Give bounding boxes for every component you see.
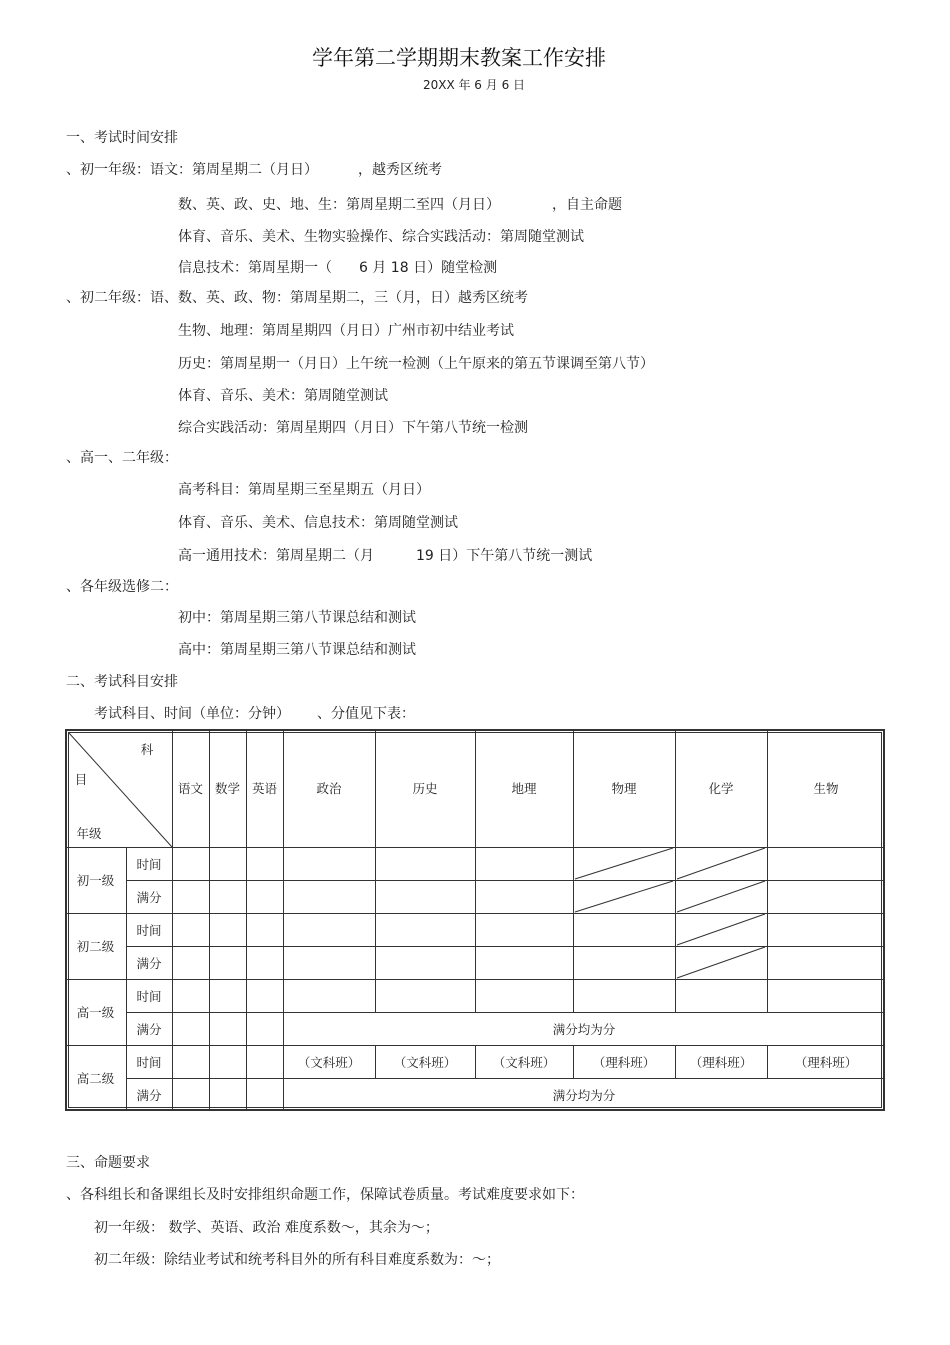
slash-mark xyxy=(677,848,765,879)
row-label-full-score: 满分 xyxy=(136,955,162,971)
corner-subject-label: 科 xyxy=(140,742,154,757)
subject-header: 化学 xyxy=(708,781,734,796)
row-label-full-score: 满分 xyxy=(136,1087,162,1103)
subject-header: 地理 xyxy=(511,781,537,796)
corner-mu-label: 目 xyxy=(74,772,88,787)
class-type-label: （理科班） xyxy=(794,1054,858,1070)
text-line: 6 月 18 日）随堂检测 xyxy=(359,260,498,276)
text-line: 、初二年级：语、数、英、政、物：第周星期二，三（月，日）越秀区统考 xyxy=(66,290,528,306)
subject-header: 语文 xyxy=(177,781,203,796)
text-line: 、初一年级：语文：第周星期二（月日） xyxy=(66,162,318,178)
text-line: ，越秀区统考 xyxy=(358,162,442,178)
slash-mark xyxy=(575,848,673,879)
row-label-time: 时间 xyxy=(136,922,162,938)
text-line: 初中：第周星期三第八节课总结和测试 xyxy=(178,610,416,626)
text-line: 一、考试时间安排 xyxy=(66,130,178,146)
subject-header: 数学 xyxy=(214,781,240,796)
subject-header: 物理 xyxy=(611,781,637,796)
text-line: 高一通用技术：第周星期二（月 xyxy=(178,548,374,564)
text-line: 历史：第周星期一（月日）上午统一检测（上午原来的第五节课调至第八节） xyxy=(178,356,654,372)
text-line: 初一年级： 数学、英语、政治 难度系数～，其余为～； xyxy=(94,1220,439,1236)
text-line: 、各科组长和备课组长及时安排组织命题工作，保障试卷质量。考试难度要求如下： xyxy=(66,1187,584,1203)
grade-label: 高一级 xyxy=(76,1005,115,1020)
subject-header: 生物 xyxy=(813,781,839,796)
document-date: 20XX 年 6 月 6 日 xyxy=(422,78,526,92)
text-line: 高中：第周星期三第八节课总结和测试 xyxy=(178,642,416,658)
grade-label: 初二级 xyxy=(76,939,115,954)
row-label-time: 时间 xyxy=(136,856,162,872)
class-type-label: （理科班） xyxy=(592,1054,656,1070)
text-line: 三、命题要求 xyxy=(66,1155,150,1171)
text-line: 初二年级：除结业考试和统考科目外的所有科目难度系数为：～； xyxy=(94,1252,500,1268)
text-line: 体育、音乐、美术、生物实验操作、综合实践活动：第周随堂测试 xyxy=(178,229,584,245)
slash-mark xyxy=(575,881,673,912)
text-line: 体育、音乐、美术、信息技术：第周随堂测试 xyxy=(178,515,458,531)
subject-header: 政治 xyxy=(316,781,342,796)
exam-schedule-table xyxy=(65,729,885,1111)
text-line: 生物、地理：第周星期四（月日）广州市初中结业考试 xyxy=(178,323,514,339)
text-line: 综合实践活动：第周星期四（月日）下午第八节统一检测 xyxy=(178,420,528,436)
text-line: 考试科目、时间（单位：分钟） xyxy=(94,706,290,722)
row-label-time: 时间 xyxy=(136,988,162,1004)
grade-label: 初一级 xyxy=(76,873,115,888)
slash-mark xyxy=(677,914,765,945)
full-score-note: 满分均为分 xyxy=(552,1021,616,1037)
text-line: ，自主命题 xyxy=(552,197,622,213)
row-label-time: 时间 xyxy=(136,1054,162,1070)
class-type-label: （理科班） xyxy=(689,1054,753,1070)
grade-label: 高二级 xyxy=(76,1071,115,1086)
text-line: 体育、音乐、美术：第周随堂测试 xyxy=(178,388,388,404)
subject-header: 英语 xyxy=(251,781,277,796)
class-type-label: （文科班） xyxy=(297,1054,361,1070)
text-line: 二、考试科目安排 xyxy=(66,674,178,690)
text-line: 数、英、政、史、地、生：第周星期二至四（月日） xyxy=(178,197,500,213)
slash-mark xyxy=(677,947,765,978)
page-title: 学年第二学期期末教案工作安排 xyxy=(312,46,606,70)
row-label-full-score: 满分 xyxy=(136,889,162,905)
full-score-note: 满分均为分 xyxy=(552,1087,616,1103)
text-line: 、分值见下表： xyxy=(317,706,415,722)
corner-grade-label: 年级 xyxy=(76,826,102,841)
row-label-full-score: 满分 xyxy=(136,1021,162,1037)
text-line: 19 日）下午第八节统一测试 xyxy=(416,548,593,564)
text-line: 高考科目：第周星期三至星期五（月日） xyxy=(178,482,430,498)
class-type-label: （文科班） xyxy=(393,1054,457,1070)
class-type-label: （文科班） xyxy=(492,1054,556,1070)
text-line: 信息技术：第周星期一（ xyxy=(178,260,332,276)
text-line: 、高一、二年级： xyxy=(66,450,178,466)
slash-mark xyxy=(677,881,765,912)
subject-header: 历史 xyxy=(412,781,438,796)
text-line: 、各年级选修二： xyxy=(66,579,178,595)
